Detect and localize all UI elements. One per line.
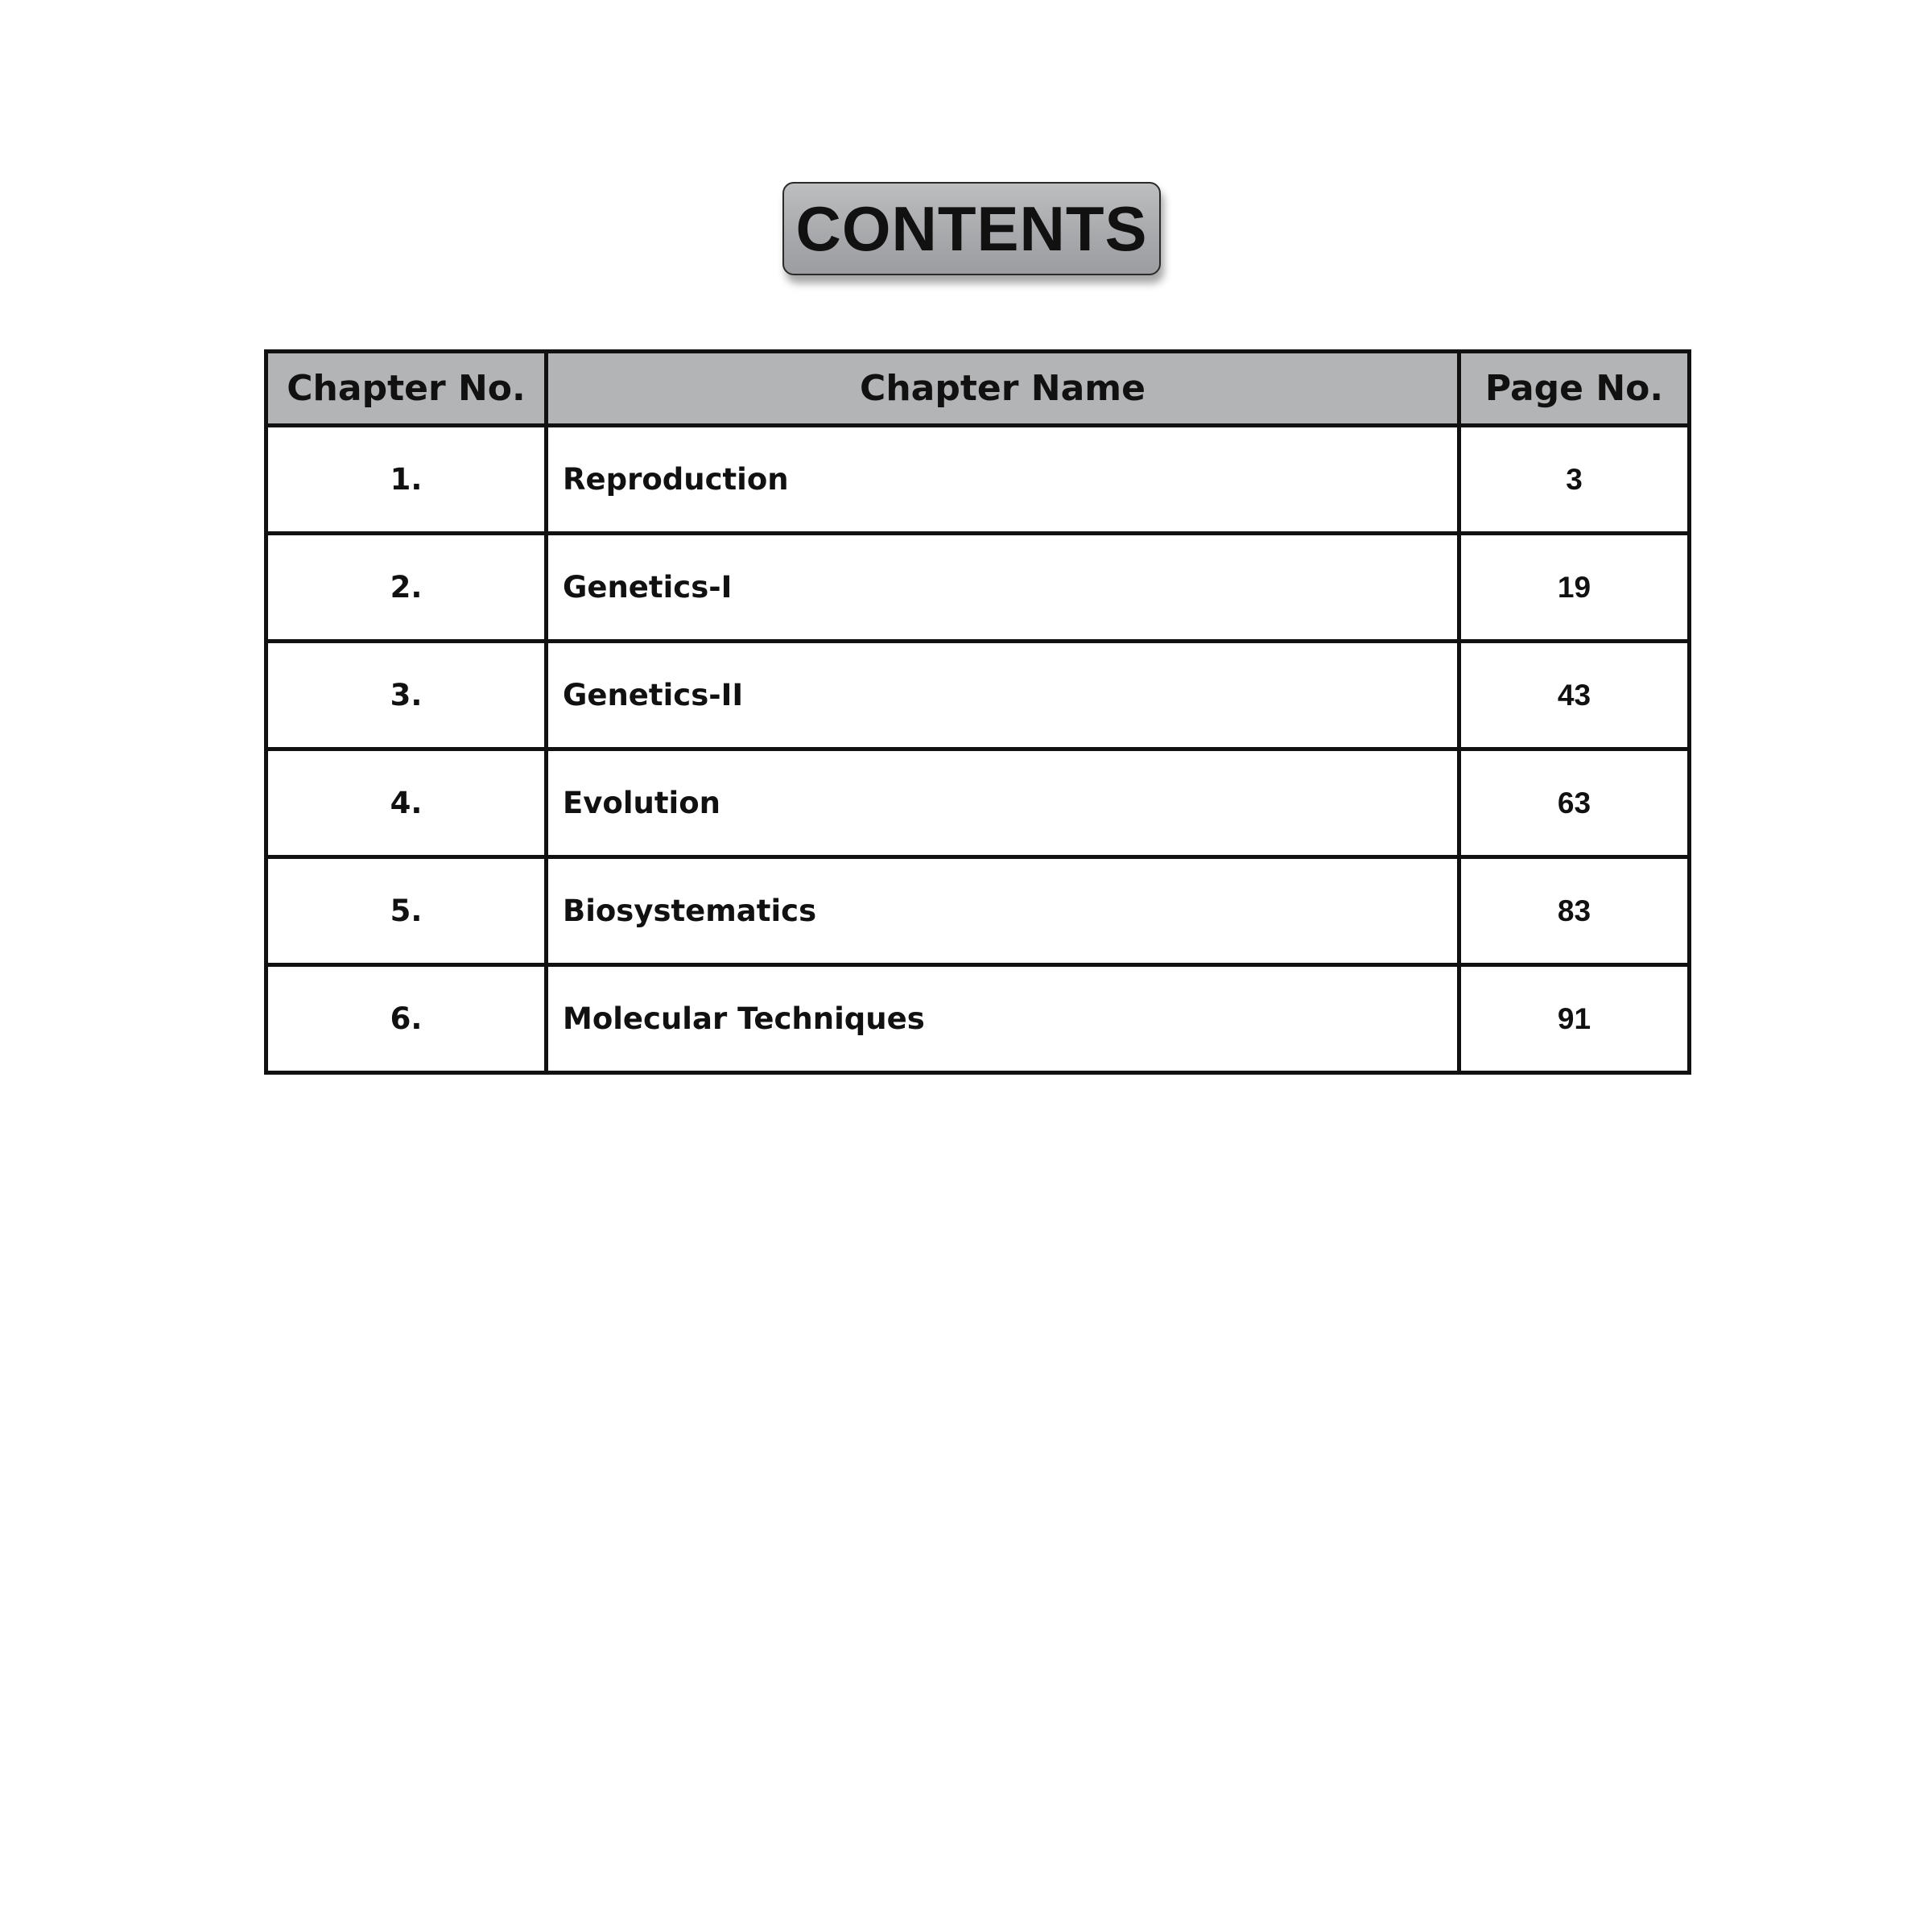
chapter-number: 1.	[266, 426, 547, 534]
table-row	[266, 534, 1690, 642]
table-header-row	[266, 352, 1690, 426]
table-row	[266, 749, 1690, 857]
chapter-name: Genetics-II	[547, 642, 1459, 749]
chapter-name: Molecular Techniques	[547, 965, 1459, 1073]
chapter-number: 6.	[266, 965, 547, 1073]
chapter-name: Reproduction	[547, 426, 1459, 534]
chapter-number: 4.	[266, 749, 547, 857]
chapter-page: 43	[1459, 642, 1690, 749]
chapter-number: 2.	[266, 534, 547, 642]
chapter-page: 3	[1459, 426, 1690, 534]
chapter-page: 19	[1459, 534, 1690, 642]
table-row	[266, 965, 1690, 1073]
chapter-number: 5.	[266, 857, 547, 965]
chapter-name: Genetics-I	[547, 534, 1459, 642]
chapter-page: 91	[1459, 965, 1690, 1073]
contents-title-box	[782, 182, 1161, 275]
chapter-name: Biosystematics	[547, 857, 1459, 965]
table-row	[266, 426, 1690, 534]
page-title: CONTENTS	[795, 193, 1148, 264]
chapter-page: 83	[1459, 857, 1690, 965]
header-page-no: Page No.	[1459, 352, 1690, 426]
chapter-number: 3.	[266, 642, 547, 749]
contents-table	[264, 349, 1691, 1075]
header-chapter-name: Chapter Name	[547, 352, 1459, 426]
table-row	[266, 642, 1690, 749]
chapter-name: Evolution	[547, 749, 1459, 857]
header-chapter-no: Chapter No.	[266, 352, 547, 426]
chapter-page: 63	[1459, 749, 1690, 857]
table-row	[266, 857, 1690, 965]
